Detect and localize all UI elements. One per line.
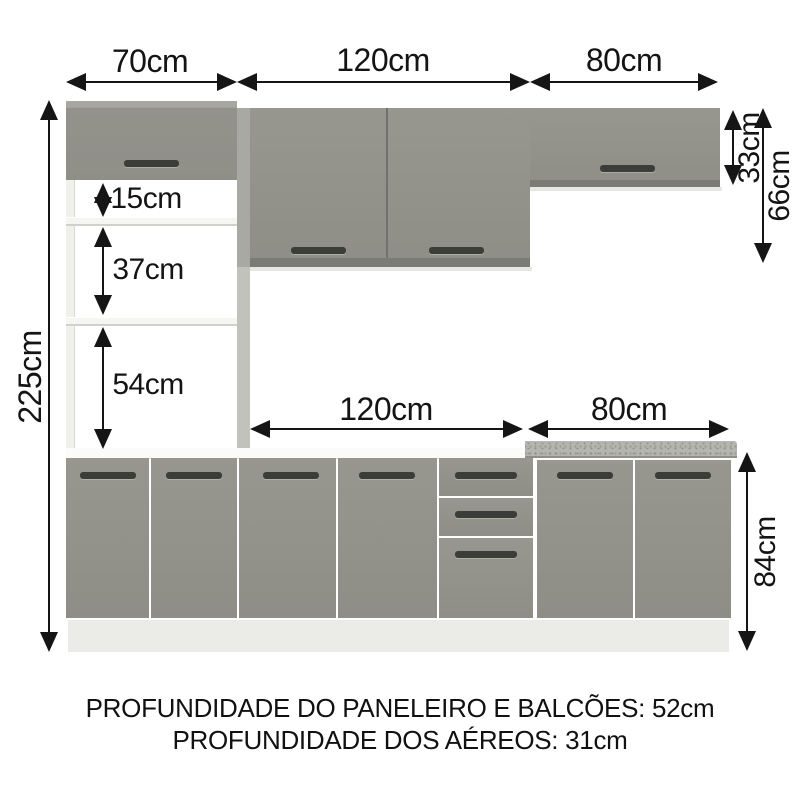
dim-label-shelf-15: 15cm xyxy=(110,182,182,215)
dim-label-mid-80: 80cm xyxy=(590,391,668,427)
dim-label-top-120: 120cm xyxy=(336,42,430,78)
dim-label-33: 33cm xyxy=(733,112,766,184)
footer-depth-line1: PROFUNDIDADE DO PANELEIRO E BALCÕES: 52cm xyxy=(85,693,715,723)
dim-label-top-70: 70cm xyxy=(111,43,189,79)
dim-label-top-80: 80cm xyxy=(585,42,663,78)
dim-label-total-height: 225cm xyxy=(12,330,48,424)
dim-label-shelf-37: 37cm xyxy=(112,253,184,286)
dim-label-shelf-54: 54cm xyxy=(112,368,184,401)
footer-depth-line2: PROFUNDIDADE DOS AÉREOS: 31cm xyxy=(172,725,628,755)
dim-label-base-height: 84cm xyxy=(749,516,782,588)
dim-label-66: 66cm xyxy=(763,150,796,222)
dim-label-mid-120: 120cm xyxy=(339,391,433,427)
